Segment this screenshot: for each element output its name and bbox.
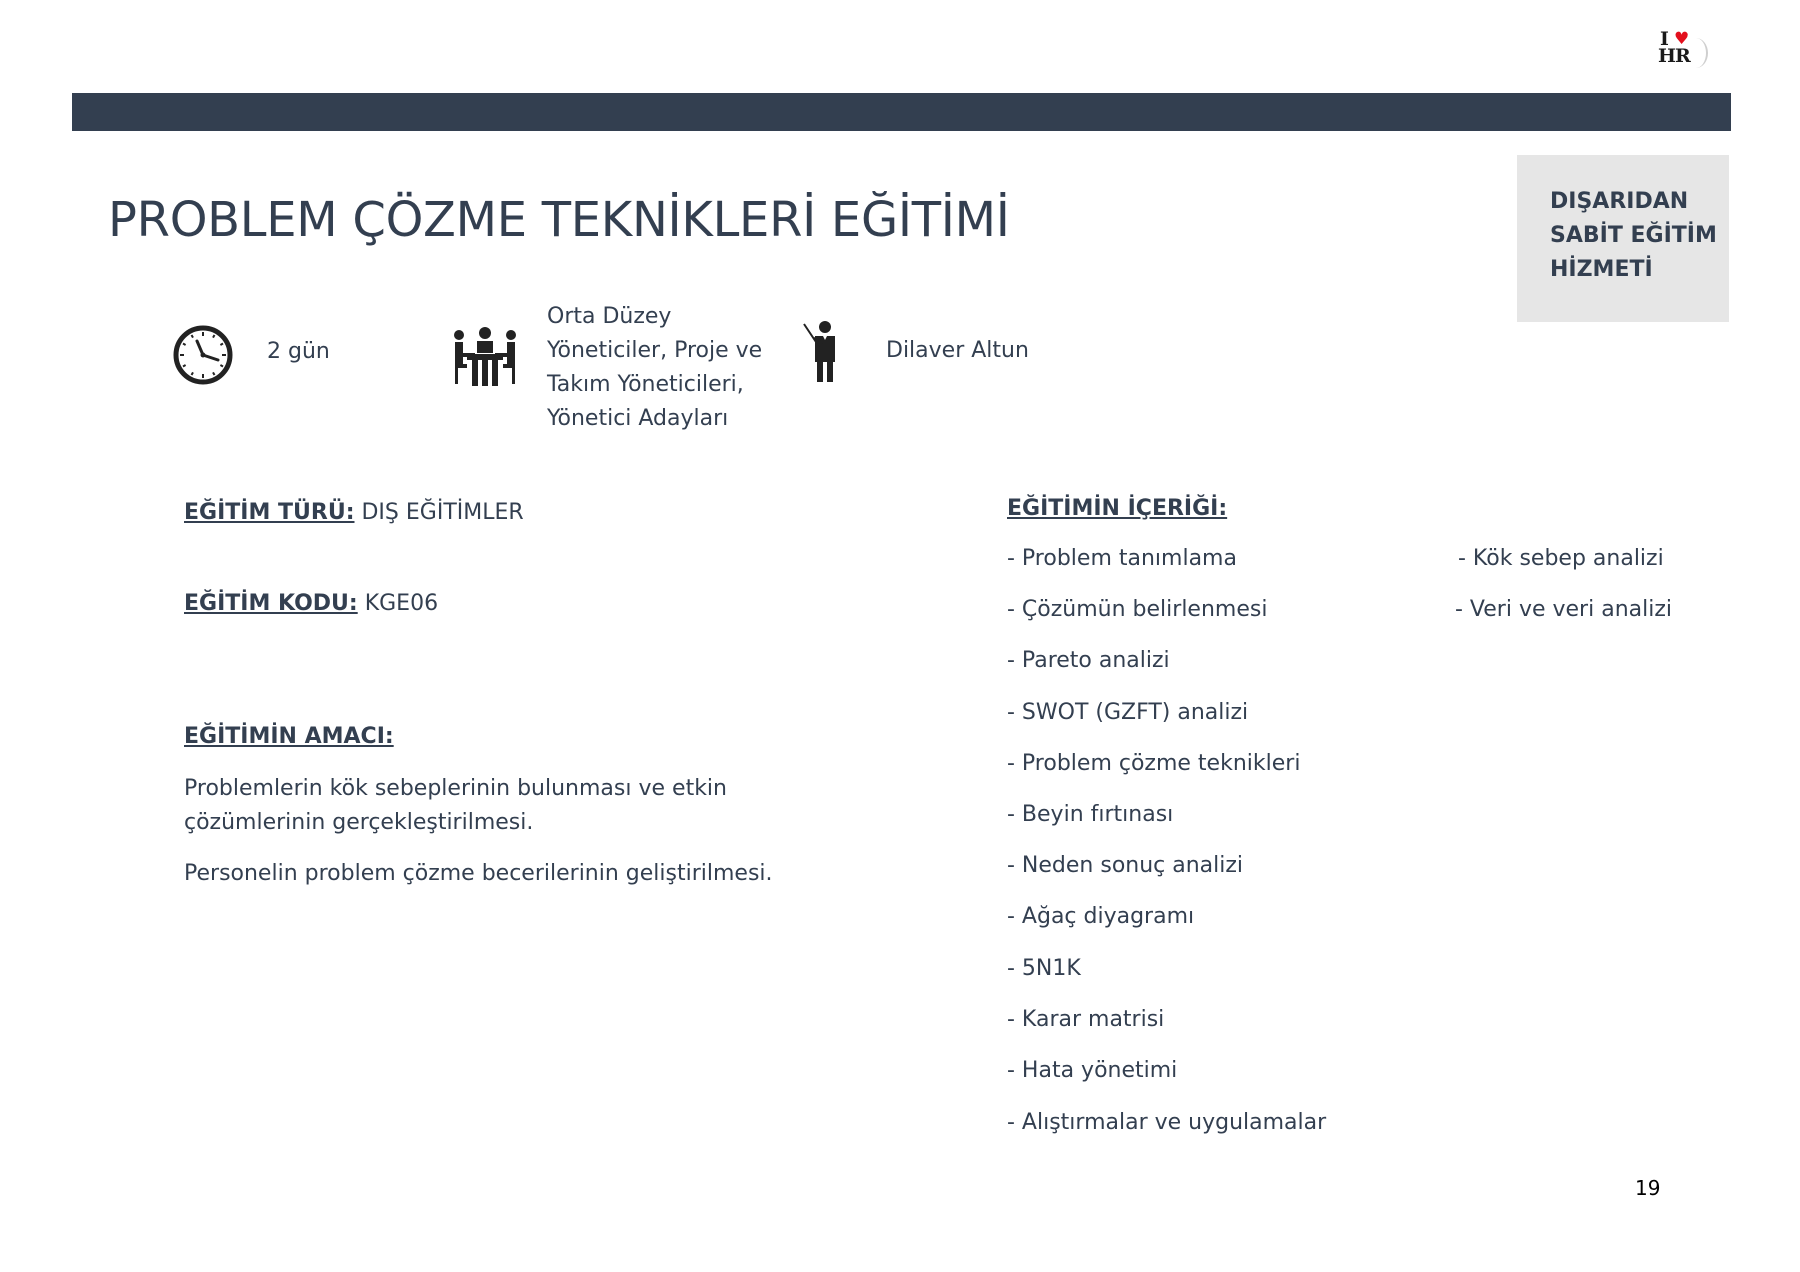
purpose-paragraph-2: Personelin problem çözme becerilerinin geliştirilmesi. bbox=[184, 861, 773, 886]
trainer-name: Dilaver Altun bbox=[886, 338, 1029, 363]
content-item: - Beyin fırtınası bbox=[1007, 802, 1174, 827]
page-title: PROBLEM ÇÖZME TEKNİKLERİ EĞİTİMİ bbox=[108, 192, 1010, 248]
content-item: - SWOT (GZFT) analizi bbox=[1007, 700, 1249, 725]
content-item: - Pareto analizi bbox=[1007, 648, 1170, 673]
presenter-icon bbox=[800, 320, 844, 384]
heart-icon: ♥ bbox=[1674, 29, 1690, 49]
logo-text-top: I bbox=[1660, 28, 1669, 50]
content-item: - Karar matrisi bbox=[1007, 1007, 1165, 1032]
training-code bbox=[184, 587, 438, 621]
i-love-hr-logo bbox=[1650, 28, 1702, 72]
tag-line-3: HİZMETİ bbox=[1550, 257, 1653, 282]
content-item: - Problem çözme teknikleri bbox=[1007, 751, 1301, 776]
purpose-paragraph-1: Problemlerin kök sebeplerinin bulunması ve etkin çözümlerinin gerçekleştirilmesi. bbox=[184, 776, 727, 835]
audience-line-2: Yöneticiler, Proje ve bbox=[547, 338, 763, 363]
service-type-tag bbox=[1517, 155, 1729, 322]
audience-line-1: Orta Düzey bbox=[547, 304, 672, 329]
content-item: - Alıştırmalar ve uygulamalar bbox=[1007, 1110, 1327, 1135]
purpose-label: EĞİTİMİN AMACI: bbox=[184, 724, 394, 749]
content-item: - Problem tanımlama bbox=[1007, 546, 1237, 571]
tag-line-1: DIŞARIDAN bbox=[1550, 189, 1689, 214]
training-type-value: DIŞ EĞİTİMLER bbox=[354, 500, 524, 525]
purpose-heading bbox=[184, 720, 394, 754]
audience-line-4: Yönetici Adayları bbox=[547, 406, 729, 431]
audience-line-3: Takım Yöneticileri, bbox=[547, 372, 744, 397]
content-item: - Çözümün belirlenmesi bbox=[1007, 597, 1268, 622]
page-number: 19 bbox=[1635, 1176, 1661, 1200]
training-type-label: EĞİTİM TÜRÜ: bbox=[184, 500, 355, 525]
duration-text: 2 gün bbox=[267, 339, 330, 364]
meeting-group-icon bbox=[452, 326, 518, 388]
logo-ring-icon bbox=[1684, 38, 1708, 68]
content-label: EĞİTİMİN İÇERİĞİ: bbox=[1007, 496, 1228, 521]
content-item: - Ağaç diyagramı bbox=[1007, 904, 1195, 929]
content-item: - 5N1K bbox=[1007, 956, 1081, 981]
tag-line-2: SABİT EĞİTİM bbox=[1550, 223, 1717, 248]
logo-text-bottom: HR bbox=[1658, 45, 1690, 67]
header-band bbox=[72, 93, 1731, 131]
content-heading bbox=[1007, 492, 1227, 526]
clock-icon bbox=[172, 324, 234, 386]
content-item: - Hata yönetimi bbox=[1007, 1058, 1178, 1083]
training-type bbox=[184, 496, 524, 530]
training-code-label: EĞİTİM KODU: bbox=[184, 591, 358, 616]
content-item: - Neden sonuç analizi bbox=[1007, 853, 1244, 878]
target-audience bbox=[547, 300, 762, 436]
content-item: - Kök sebep analizi bbox=[1458, 546, 1664, 571]
content-item: - Veri ve veri analizi bbox=[1455, 597, 1673, 622]
training-code-value: KGE06 bbox=[357, 591, 439, 616]
